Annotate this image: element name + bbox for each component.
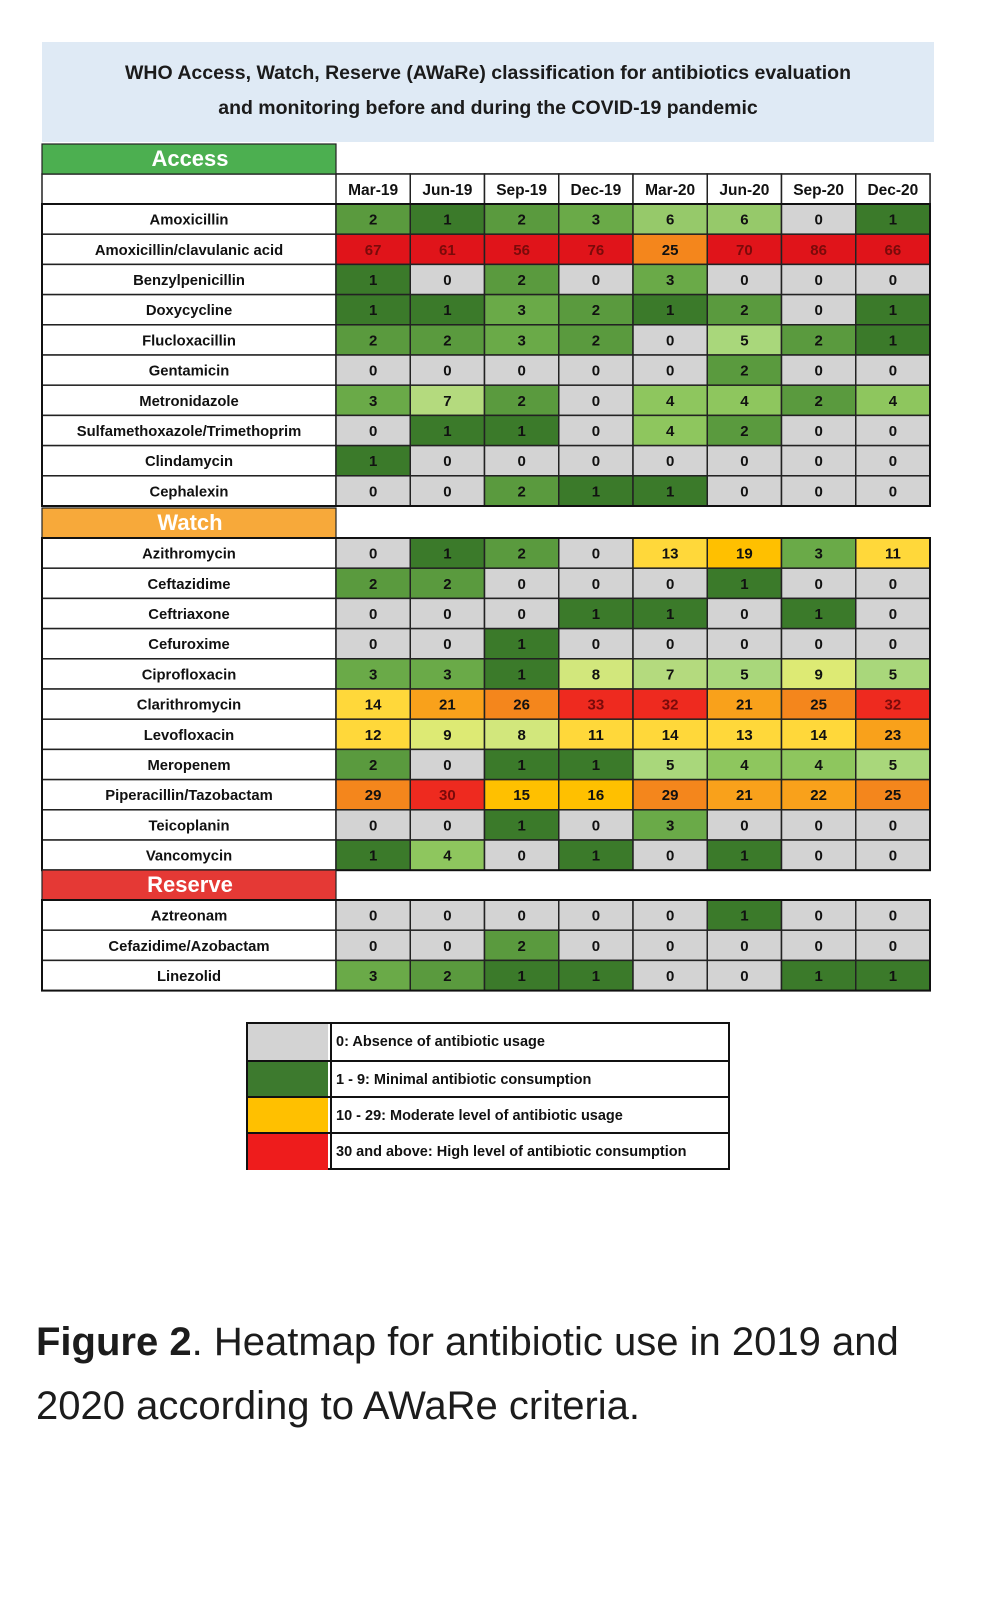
heat-value-clindamycin-sep-20: 0 xyxy=(814,453,823,471)
heat-value-clarithromycin-mar-20: 32 xyxy=(661,696,679,714)
heat-value-doxycycline-mar-20: 1 xyxy=(665,302,675,320)
heat-value-ceftazidime-dec-19: 0 xyxy=(591,575,601,593)
heat-value-amoxicillin-clavulanic-acid-dec-20: 66 xyxy=(884,241,902,259)
heat-value-cefazidime-azobactam-mar-19: 0 xyxy=(368,937,378,955)
row-label-metronidazole: Metronidazole xyxy=(139,393,239,410)
heat-value-vancomycin-jun-19: 4 xyxy=(443,847,452,865)
row-label-benzylpenicillin: Benzylpenicillin xyxy=(133,273,245,289)
heat-value-meropenem-mar-20: 5 xyxy=(665,757,675,774)
heat-value-cefuroxime-dec-20: 0 xyxy=(888,636,898,654)
heat-value-aztreonam-sep-19: 0 xyxy=(517,907,526,925)
heat-value-flucloxacillin-mar-19: 2 xyxy=(368,332,378,350)
heat-value-teicoplanin-dec-20: 0 xyxy=(888,817,898,835)
caption-text: . Heatmap for antibiotic use in 2019 and 2020 according to AWaRe criteria. xyxy=(36,1320,899,1428)
heat-value-aztreonam-jun-19: 0 xyxy=(443,907,452,925)
heat-value-cefuroxime-sep-19: 1 xyxy=(517,636,526,654)
heat-value-doxycycline-dec-20: 1 xyxy=(888,302,898,320)
heat-value-clarithromycin-mar-19: 14 xyxy=(364,696,382,714)
heat-value-clarithromycin-dec-19: 33 xyxy=(587,696,605,714)
heat-value-flucloxacillin-mar-20: 0 xyxy=(665,332,675,350)
heat-value-gentamicin-sep-20: 0 xyxy=(814,362,823,380)
heat-value-cephalexin-sep-19: 2 xyxy=(517,483,526,501)
heat-value-clarithromycin-jun-19: 21 xyxy=(439,696,456,714)
row-label-teicoplanin: Teicoplanin xyxy=(148,818,230,835)
heat-value-linezolid-jun-20: 0 xyxy=(740,968,749,985)
heat-value-linezolid-sep-20: 1 xyxy=(814,968,823,985)
row-label-cefazidime-azobactam: Cefazidime/Azobactam xyxy=(108,938,270,955)
heat-value-ceftriaxone-dec-20: 0 xyxy=(888,606,898,623)
heat-value-cefuroxime-mar-19: 0 xyxy=(368,636,378,654)
heat-value-piperacillin-tazobactam-sep-20: 22 xyxy=(810,787,827,805)
row-label-vancomycin: Vancomycin xyxy=(145,848,233,865)
heat-value-cephalexin-mar-19: 0 xyxy=(368,483,378,501)
heat-value-meropenem-sep-20: 4 xyxy=(814,757,823,774)
legend-text-moderate: 10 - 29: Moderate level of antibiotic usage xyxy=(330,1098,728,1134)
heat-value-piperacillin-tazobactam-mar-20: 29 xyxy=(661,787,679,805)
heat-value-metronidazole-sep-20: 2 xyxy=(814,392,823,410)
heat-value-vancomycin-dec-19: 1 xyxy=(591,847,601,865)
heat-value-piperacillin-tazobactam-jun-19: 30 xyxy=(439,787,456,805)
heat-value-piperacillin-tazobactam-dec-20: 25 xyxy=(884,787,902,805)
heat-value-ciprofloxacin-dec-20: 5 xyxy=(888,666,898,684)
column-header-sep-19: Sep-19 xyxy=(496,182,548,199)
heat-value-ceftazidime-sep-19: 0 xyxy=(517,575,526,593)
column-header-dec-20: Dec-20 xyxy=(867,182,919,199)
heat-value-ceftazidime-mar-20: 0 xyxy=(665,575,675,593)
heat-value-cephalexin-sep-20: 0 xyxy=(814,483,823,501)
heat-value-azithromycin-jun-20: 19 xyxy=(736,545,753,563)
legend-row-absence xyxy=(248,1024,728,1060)
heat-value-metronidazole-dec-19: 0 xyxy=(591,392,601,410)
heat-value-meropenem-dec-19: 1 xyxy=(591,757,601,774)
heat-value-azithromycin-dec-19: 0 xyxy=(591,545,601,563)
heat-value-cefazidime-azobactam-dec-19: 0 xyxy=(591,937,601,955)
row-label-azithromycin: Azithromycin xyxy=(142,546,236,563)
heat-value-teicoplanin-mar-20: 3 xyxy=(665,817,675,835)
column-header-jun-19: Jun-19 xyxy=(422,182,473,199)
heat-value-amoxicillin-clavulanic-acid-sep-20: 86 xyxy=(810,241,827,259)
row-label-clarithromycin: Clarithromycin xyxy=(136,697,242,714)
heat-value-meropenem-dec-20: 5 xyxy=(888,757,898,774)
heat-value-vancomycin-sep-20: 0 xyxy=(814,847,823,865)
heat-value-sulfamethoxazole-trimethoprim-jun-20: 2 xyxy=(740,423,749,440)
heat-value-linezolid-jun-19: 2 xyxy=(443,968,452,985)
heat-value-aztreonam-mar-20: 0 xyxy=(665,907,675,925)
heat-value-cephalexin-dec-19: 1 xyxy=(591,483,601,501)
heat-value-azithromycin-sep-20: 3 xyxy=(814,545,823,563)
heat-value-amoxicillin-jun-19: 1 xyxy=(443,211,452,229)
heat-value-ciprofloxacin-mar-20: 7 xyxy=(665,666,675,684)
heat-value-benzylpenicillin-jun-19: 0 xyxy=(443,272,452,289)
heat-value-sulfamethoxazole-trimethoprim-sep-19: 1 xyxy=(517,423,526,440)
heat-value-gentamicin-sep-19: 0 xyxy=(517,362,526,380)
group-label-watch: Watch xyxy=(157,510,223,535)
heat-value-doxycycline-mar-19: 1 xyxy=(368,302,378,320)
heat-value-linezolid-sep-19: 1 xyxy=(517,968,526,985)
heat-value-sulfamethoxazole-trimethoprim-dec-20: 0 xyxy=(888,423,898,440)
heat-value-metronidazole-jun-20: 4 xyxy=(740,392,749,410)
legend-swatch-red xyxy=(248,1134,328,1170)
heat-value-amoxicillin-dec-20: 1 xyxy=(888,211,898,229)
heat-value-flucloxacillin-sep-20: 2 xyxy=(814,332,823,350)
heat-value-vancomycin-jun-20: 1 xyxy=(740,847,749,865)
heat-value-cefazidime-azobactam-mar-20: 0 xyxy=(665,937,675,955)
heat-value-azithromycin-sep-19: 2 xyxy=(517,545,526,563)
heat-value-aztreonam-sep-20: 0 xyxy=(814,907,823,925)
row-label-amoxicillin-clavulanic-acid: Amoxicillin/clavulanic acid xyxy=(94,242,284,259)
heat-value-benzylpenicillin-sep-20: 0 xyxy=(814,272,823,289)
legend-row-moderate xyxy=(248,1096,728,1134)
heat-value-cefazidime-azobactam-sep-19: 2 xyxy=(517,937,526,955)
row-label-clindamycin: Clindamycin xyxy=(145,454,233,471)
heat-value-ceftriaxone-dec-19: 1 xyxy=(591,606,601,623)
legend-text-high: 30 and above: High level of antibiotic consumption xyxy=(330,1134,728,1170)
heat-value-ceftriaxone-sep-20: 1 xyxy=(814,606,823,623)
heat-value-amoxicillin-sep-19: 2 xyxy=(517,211,526,229)
heat-value-ceftriaxone-sep-19: 0 xyxy=(517,606,526,623)
heat-value-clarithromycin-sep-19: 26 xyxy=(513,696,530,714)
heat-value-vancomycin-sep-19: 0 xyxy=(517,847,526,865)
group-label-reserve: Reserve xyxy=(147,872,233,897)
row-label-doxycycline: Doxycycline xyxy=(145,303,233,320)
heat-value-doxycycline-dec-19: 2 xyxy=(591,302,601,320)
heat-value-benzylpenicillin-mar-20: 3 xyxy=(665,272,675,289)
legend-text-absence: 0: Absence of antibiotic usage xyxy=(330,1024,728,1060)
heat-value-cephalexin-mar-20: 1 xyxy=(665,483,675,501)
heat-value-clarithromycin-jun-20: 21 xyxy=(736,696,753,714)
row-label-flucloxacillin: Flucloxacillin xyxy=(142,333,236,350)
heat-value-linezolid-mar-19: 3 xyxy=(368,968,378,985)
heat-value-levofloxacin-mar-19: 12 xyxy=(364,726,382,744)
heat-value-ciprofloxacin-mar-19: 3 xyxy=(368,666,378,684)
heat-value-clindamycin-jun-20: 0 xyxy=(740,453,749,471)
heat-value-cephalexin-dec-20: 0 xyxy=(888,483,898,501)
heat-value-ceftriaxone-jun-19: 0 xyxy=(443,606,452,623)
heat-value-flucloxacillin-jun-19: 2 xyxy=(443,332,452,350)
heat-value-metronidazole-mar-20: 4 xyxy=(665,392,675,410)
row-label-sulfamethoxazole-trimethoprim: Sulfamethoxazole/Trimethoprim xyxy=(76,424,302,440)
heat-value-clindamycin-jun-19: 0 xyxy=(443,453,452,471)
heat-value-gentamicin-dec-19: 0 xyxy=(591,362,601,380)
row-label-cefuroxime: Cefuroxime xyxy=(148,637,230,654)
heat-value-cefuroxime-jun-19: 0 xyxy=(443,636,452,654)
heat-value-sulfamethoxazole-trimethoprim-dec-19: 0 xyxy=(591,423,601,440)
heat-value-flucloxacillin-jun-20: 5 xyxy=(740,332,749,350)
heat-value-meropenem-mar-19: 2 xyxy=(368,757,378,774)
heat-value-linezolid-dec-20: 1 xyxy=(888,968,898,985)
heat-value-cefazidime-azobactam-sep-20: 0 xyxy=(814,937,823,955)
heat-value-doxycycline-sep-20: 0 xyxy=(814,302,823,320)
heat-value-clindamycin-sep-19: 0 xyxy=(517,453,526,471)
heat-value-sulfamethoxazole-trimethoprim-mar-19: 0 xyxy=(368,423,378,440)
heat-value-teicoplanin-jun-19: 0 xyxy=(443,817,452,835)
column-header-mar-20: Mar-20 xyxy=(645,182,696,199)
heat-value-gentamicin-dec-20: 0 xyxy=(888,362,898,380)
heat-value-azithromycin-mar-19: 0 xyxy=(368,545,378,563)
heat-value-levofloxacin-sep-19: 8 xyxy=(517,726,526,744)
heat-value-amoxicillin-dec-19: 3 xyxy=(591,211,601,229)
heat-value-amoxicillin-clavulanic-acid-mar-19: 67 xyxy=(364,241,382,259)
heat-value-benzylpenicillin-dec-19: 0 xyxy=(591,272,601,289)
heat-value-levofloxacin-dec-19: 11 xyxy=(587,726,604,744)
heat-value-aztreonam-jun-20: 1 xyxy=(740,907,749,925)
heat-value-amoxicillin-clavulanic-acid-jun-19: 61 xyxy=(439,241,456,259)
heat-value-flucloxacillin-dec-19: 2 xyxy=(591,332,601,350)
row-label-meropenem: Meropenem xyxy=(147,758,231,774)
heat-value-amoxicillin-clavulanic-acid-sep-19: 56 xyxy=(513,241,530,259)
column-header-jun-20: Jun-20 xyxy=(719,182,770,199)
column-header-dec-19: Dec-19 xyxy=(570,182,622,199)
heat-value-cephalexin-jun-19: 0 xyxy=(443,483,452,501)
heat-value-cefuroxime-mar-20: 0 xyxy=(665,636,675,654)
heat-value-levofloxacin-sep-20: 14 xyxy=(810,726,827,744)
heat-value-gentamicin-jun-20: 2 xyxy=(740,362,749,380)
heat-value-linezolid-mar-20: 0 xyxy=(665,968,675,985)
legend-row-high xyxy=(248,1132,728,1170)
heat-value-ceftriaxone-mar-20: 1 xyxy=(665,606,675,623)
column-header-mar-19: Mar-19 xyxy=(348,182,399,199)
heat-value-teicoplanin-mar-19: 0 xyxy=(368,817,378,835)
heat-value-cephalexin-jun-20: 0 xyxy=(740,483,749,501)
heat-value-aztreonam-dec-20: 0 xyxy=(888,907,898,925)
heat-value-cefuroxime-sep-20: 0 xyxy=(814,636,823,654)
heat-value-flucloxacillin-dec-20: 1 xyxy=(888,332,898,350)
heat-value-levofloxacin-jun-20: 13 xyxy=(736,726,753,744)
heat-value-vancomycin-mar-20: 0 xyxy=(665,847,675,865)
legend-row-minimal xyxy=(248,1060,728,1098)
heat-value-ciprofloxacin-dec-19: 8 xyxy=(591,666,601,684)
heat-value-gentamicin-mar-19: 0 xyxy=(368,362,378,380)
heat-value-ciprofloxacin-jun-19: 3 xyxy=(443,666,452,684)
heat-value-amoxicillin-clavulanic-acid-dec-19: 76 xyxy=(587,241,605,259)
heat-value-metronidazole-mar-19: 3 xyxy=(368,392,378,410)
heat-value-teicoplanin-dec-19: 0 xyxy=(591,817,601,835)
heat-value-amoxicillin-mar-20: 6 xyxy=(665,211,675,229)
heat-value-metronidazole-sep-19: 2 xyxy=(517,392,526,410)
heat-value-linezolid-dec-19: 1 xyxy=(591,968,601,985)
heat-value-ceftriaxone-jun-20: 0 xyxy=(740,606,749,623)
caption-label: Figure 2 xyxy=(36,1320,192,1364)
row-label-ceftriaxone: Ceftriaxone xyxy=(148,607,230,623)
row-label-linezolid: Linezolid xyxy=(156,969,222,985)
heat-value-meropenem-jun-19: 0 xyxy=(443,757,452,774)
heat-value-azithromycin-jun-19: 1 xyxy=(443,545,452,563)
heat-value-vancomycin-dec-20: 0 xyxy=(888,847,898,865)
heat-value-levofloxacin-jun-19: 9 xyxy=(443,726,452,744)
heat-value-ceftazidime-mar-19: 2 xyxy=(368,575,378,593)
heat-value-gentamicin-mar-20: 0 xyxy=(665,362,675,380)
heat-value-clarithromycin-sep-20: 25 xyxy=(810,696,827,714)
column-header-sep-20: Sep-20 xyxy=(793,182,845,199)
heat-value-ciprofloxacin-jun-20: 5 xyxy=(740,666,749,684)
heat-value-levofloxacin-dec-20: 23 xyxy=(884,726,902,744)
legend-swatch-green xyxy=(248,1062,328,1098)
row-label-cephalexin: Cephalexin xyxy=(149,484,229,501)
row-label-ciprofloxacin: Ciprofloxacin xyxy=(141,667,237,684)
chart-title-line-1: WHO Access, Watch, Reserve (AWaRe) classification for antibiotics evaluation xyxy=(124,62,852,84)
heat-value-cefuroxime-dec-19: 0 xyxy=(591,636,601,654)
heat-value-amoxicillin-mar-19: 2 xyxy=(368,211,378,229)
heat-value-piperacillin-tazobactam-dec-19: 16 xyxy=(587,787,605,805)
heat-value-cefazidime-azobactam-jun-19: 0 xyxy=(443,937,452,955)
heat-value-benzylpenicillin-jun-20: 0 xyxy=(740,272,749,289)
heat-value-metronidazole-dec-20: 4 xyxy=(888,392,898,410)
heat-value-ceftazidime-jun-20: 1 xyxy=(740,575,749,593)
heat-value-meropenem-jun-20: 4 xyxy=(740,757,749,774)
heat-value-amoxicillin-sep-20: 0 xyxy=(814,211,823,229)
row-label-ceftazidime: Ceftazidime xyxy=(147,576,231,593)
heat-value-aztreonam-mar-19: 0 xyxy=(368,907,378,925)
heat-value-ciprofloxacin-sep-20: 9 xyxy=(814,666,823,684)
heat-value-azithromycin-dec-20: 11 xyxy=(884,545,901,563)
heat-value-teicoplanin-sep-20: 0 xyxy=(814,817,823,835)
figure-caption xyxy=(36,1310,936,1438)
heat-value-amoxicillin-jun-20: 6 xyxy=(740,211,749,229)
heat-value-flucloxacillin-sep-19: 3 xyxy=(517,332,526,350)
heat-value-doxycycline-jun-20: 2 xyxy=(740,302,749,320)
heat-value-ciprofloxacin-sep-19: 1 xyxy=(517,666,526,684)
heat-value-doxycycline-jun-19: 1 xyxy=(443,302,452,320)
legend-text-minimal: 1 - 9: Minimal antibiotic consumption xyxy=(330,1062,728,1098)
heat-value-cefazidime-azobactam-dec-20: 0 xyxy=(888,937,898,955)
heat-value-vancomycin-mar-19: 1 xyxy=(368,847,378,865)
heat-value-amoxicillin-clavulanic-acid-mar-20: 25 xyxy=(661,241,679,259)
heat-value-ceftazidime-dec-20: 0 xyxy=(888,575,898,593)
heat-value-meropenem-sep-19: 1 xyxy=(517,757,526,774)
legend xyxy=(246,1022,730,1170)
heat-value-teicoplanin-sep-19: 1 xyxy=(517,817,526,835)
heat-value-clindamycin-mar-19: 1 xyxy=(368,453,378,471)
row-label-amoxicillin: Amoxicillin xyxy=(149,212,229,229)
heat-value-ceftazidime-jun-19: 2 xyxy=(443,575,452,593)
heat-value-aztreonam-dec-19: 0 xyxy=(591,907,601,925)
heat-value-sulfamethoxazole-trimethoprim-mar-20: 4 xyxy=(665,423,675,440)
legend-swatch-yellow xyxy=(248,1098,328,1134)
heat-value-sulfamethoxazole-trimethoprim-jun-19: 1 xyxy=(443,423,452,440)
row-label-aztreonam: Aztreonam xyxy=(150,908,228,925)
heat-value-doxycycline-sep-19: 3 xyxy=(517,302,526,320)
heat-value-teicoplanin-jun-20: 0 xyxy=(740,817,749,835)
heat-value-cefazidime-azobactam-jun-20: 0 xyxy=(740,937,749,955)
heat-value-piperacillin-tazobactam-jun-20: 21 xyxy=(736,787,753,805)
legend-swatch-gray xyxy=(248,1024,328,1060)
row-label-piperacillin-tazobactam: Piperacillin/Tazobactam xyxy=(105,788,273,805)
heat-value-clindamycin-mar-20: 0 xyxy=(665,453,675,471)
heat-value-amoxicillin-clavulanic-acid-jun-20: 70 xyxy=(736,241,753,259)
heat-value-benzylpenicillin-dec-20: 0 xyxy=(888,272,898,289)
heat-value-cefuroxime-jun-20: 0 xyxy=(740,636,749,654)
heat-value-piperacillin-tazobactam-mar-19: 29 xyxy=(364,787,382,805)
heat-value-clindamycin-dec-20: 0 xyxy=(888,453,898,471)
row-label-levofloxacin: Levofloxacin xyxy=(143,727,235,744)
heat-value-benzylpenicillin-mar-19: 1 xyxy=(368,272,378,289)
chart-title-line-2: and monitoring before and during the COVID-19 pandemic xyxy=(218,97,758,119)
group-label-access: Access xyxy=(151,146,229,171)
heat-value-benzylpenicillin-sep-19: 2 xyxy=(517,272,526,289)
heat-value-piperacillin-tazobactam-sep-19: 15 xyxy=(513,787,530,805)
heat-value-clarithromycin-dec-20: 32 xyxy=(884,696,902,714)
heat-value-ceftriaxone-mar-19: 0 xyxy=(368,606,378,623)
heat-value-levofloxacin-mar-20: 14 xyxy=(661,726,679,744)
heat-value-azithromycin-mar-20: 13 xyxy=(661,545,679,563)
heat-value-clindamycin-dec-19: 0 xyxy=(591,453,601,471)
heat-value-sulfamethoxazole-trimethoprim-sep-20: 0 xyxy=(814,423,823,440)
heat-value-metronidazole-jun-19: 7 xyxy=(443,392,452,410)
row-label-gentamicin: Gentamicin xyxy=(148,363,230,380)
heat-value-gentamicin-jun-19: 0 xyxy=(443,362,452,380)
heat-value-ceftazidime-sep-20: 0 xyxy=(814,575,823,593)
